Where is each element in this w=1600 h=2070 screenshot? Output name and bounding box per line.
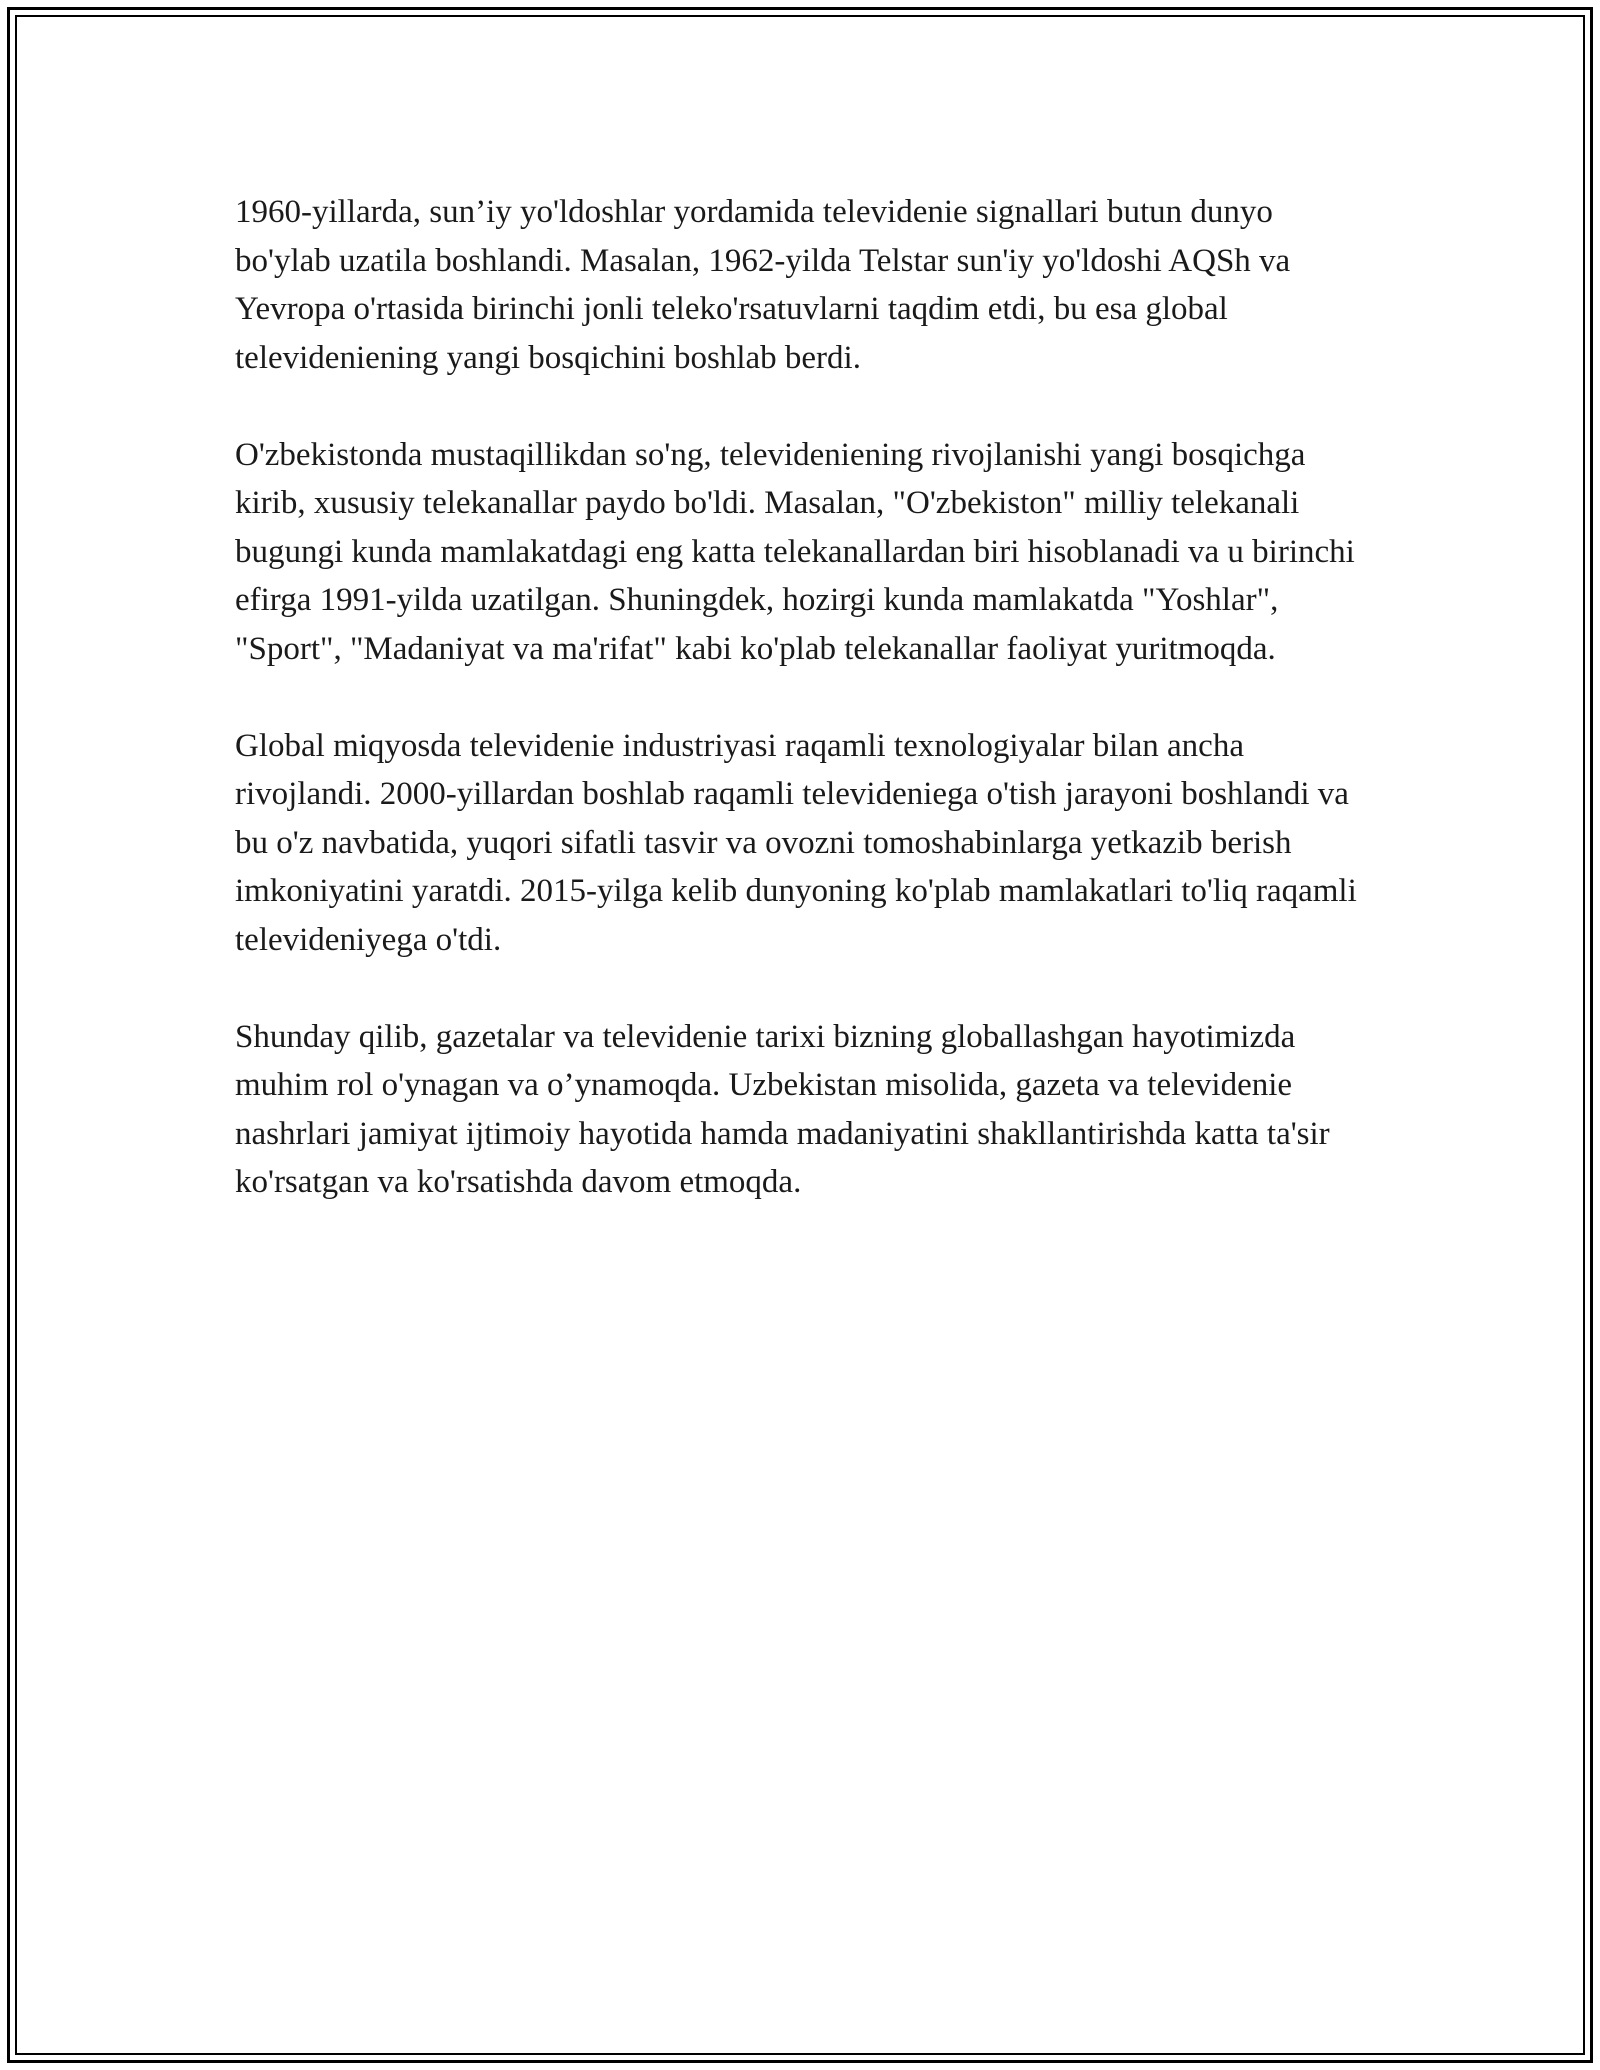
document-body [235,188,1375,1207]
paragraph-satellite-tv: 1960-yillarda, sun’iy yo'ldoshlar yordamida televidenie signallari butun dunyo bo'ylab uzatila boshlandi. Masalan, 1962-yilda Telstar sun'iy yo'ldoshi AQSh va Yevropa o'rtasida birinchi jonli teleko'rsatuvlarni taqdim etdi, bu esa global televideniening yangi bosqichini boshlab berdi. [235,194,1291,376]
paragraph-conclusion: Shunday qilib, gazetalar va televidenie tarixi bizning globallashgan hayotimizda muhim rol o'ynagan va o’ynamoqda. Uzbekistan misolida, gazeta va televidenie nashrlari jamiyat ijtimoiy hayotida hamda madaniyatini shakllantirishda katta ta'sir ko'rsatgan va ko'rsatishda davom etmoqda. [235,1018,1330,1200]
paragraph-digital-tv: Global miqyosda televidenie industriyasi raqamli texnologiyalar bilan ancha rivojlandi. 2000-yillardan boshlab raqamli televideniega o'tish jarayoni boshlandi va bu o'z navbatida, yuqori sifatli tasvir va ovozni tomoshabinlarga yetkazib berish imkoniyatini yaratdi. 2015-yilga kelib dunyoning ko'plab mamlakatlari to'liq raqamli televideniyega o'tdi. [235,727,1357,958]
paragraph-uzbekistan-tv: O'zbekistonda mustaqillikdan so'ng, televideniening rivojlanishi yangi bosqichga kirib, xususiy telekanallar paydo bo'ldi. Masalan, "O'zbekiston" milliy telekanali bugungi kunda mamlakatdagi eng katta telekanallardan biri hisoblanadi va u birinchi efirga 1991-yilda uzatilgan. Shuningdek, hozirgi kunda mamlakatda "Yoshlar", "Sport", "Madaniyat va ma'rifat" kabi ko'plab telekanallar faoliyat yuritmoqda. [235,436,1355,667]
